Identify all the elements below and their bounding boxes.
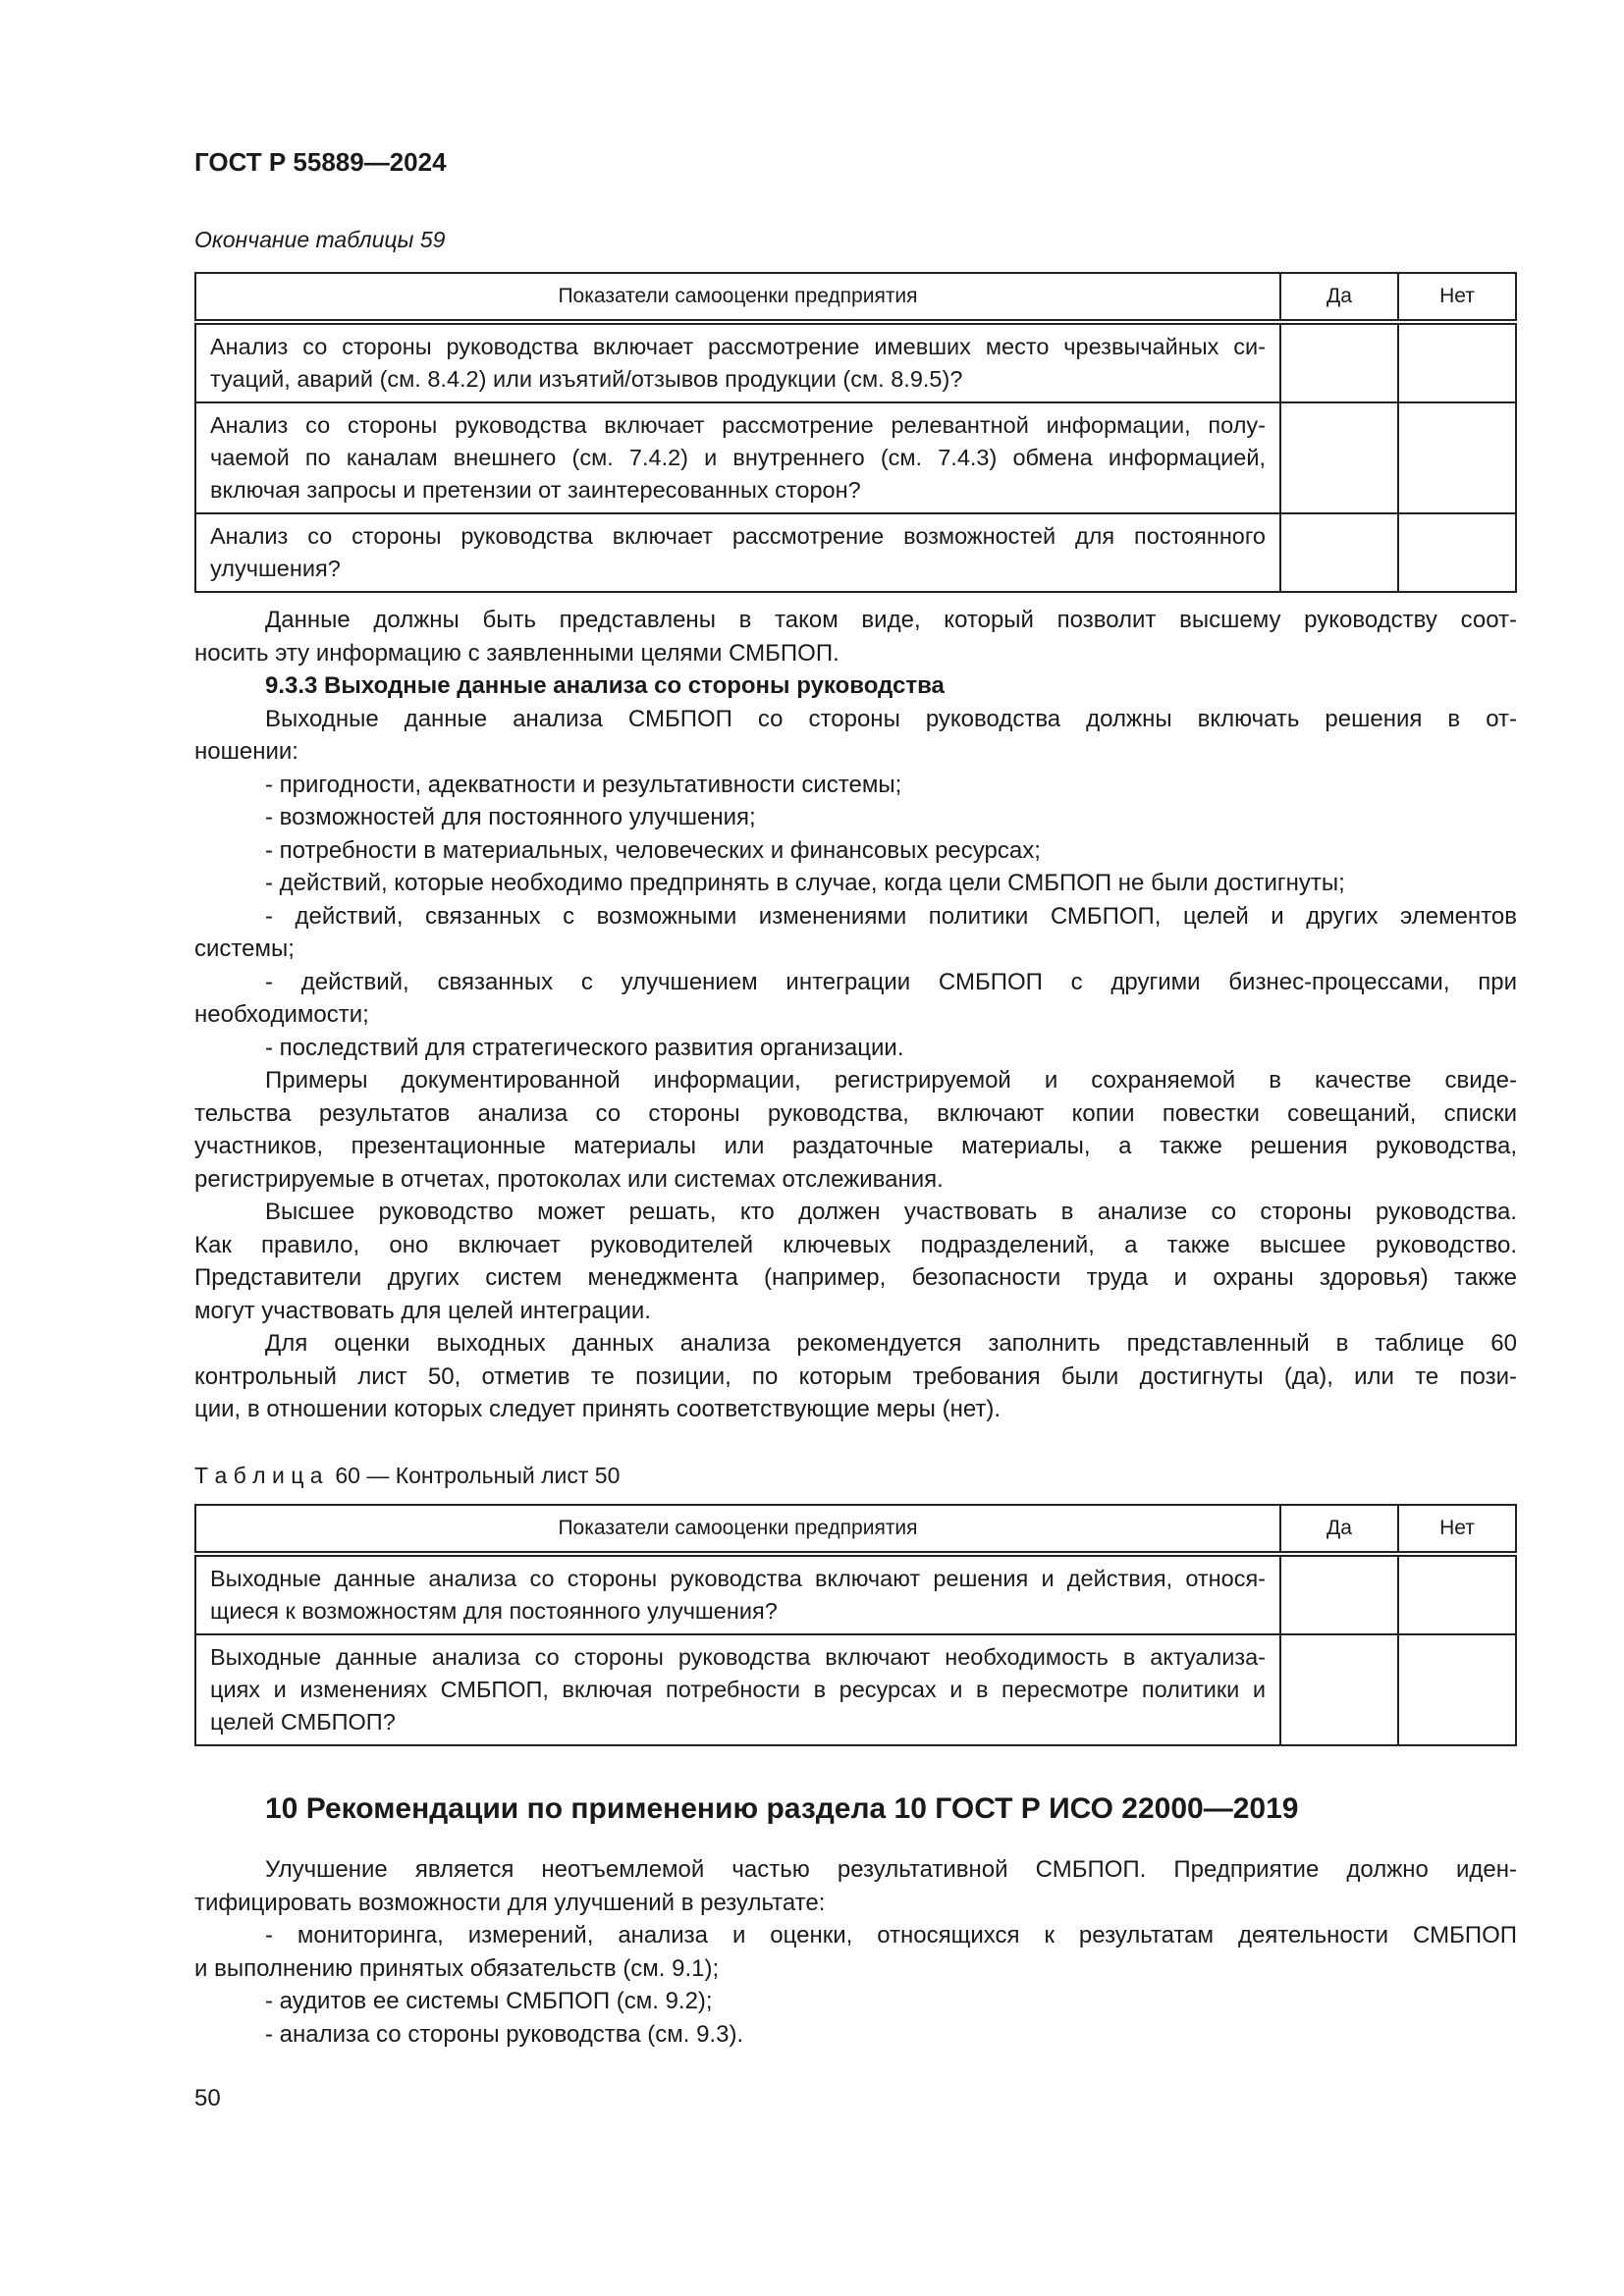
answer-cell-no[interactable] [1398,513,1516,592]
list-item [194,966,1517,1032]
text-line: - пригодности, адекватности и результативности системы; [265,771,902,798]
indicator-cell [195,322,1280,402]
text-line: Как правило, оно включает руководителей ключевых подразделений, а также высшее руководство. [194,1231,1517,1258]
cell-text-line: чаемой по каналам внешнего (см. 7.4.2) и внутреннего (см. 7.4.3) обмена информацией, [210,445,1266,470]
document-code: ГОСТ Р 55889—2024 [194,147,447,177]
table-label: Т а б л и ц а [194,1463,323,1488]
list-item [194,1985,1517,2018]
text-line: - действий, связанных с улучшением интеграции СМБПОП с другими бизнес-процессами, при [265,968,1517,995]
table-60-caption [194,1463,1517,1489]
subsection-heading [194,669,1517,703]
text-line: Примеры документированной информации, регистрируемой и сохраняемой в качестве свиде- [265,1067,1517,1094]
section-10-title: 10 Рекомендации по применению раздела 10 ГОСТ Р ИСО 22000—2019 [265,1792,1299,1825]
text-line: ции, в отношении которых следует принять соответствующие меры (нет). [194,1396,1001,1422]
text-line: Улучшение является неотъемлемой частью результативной СМБПОП. Предприятие должно иден- [265,1856,1517,1883]
list-item [194,801,1517,834]
text-line: Для оценки выходных данных анализа рекомендуется заполнить представленный в таблице 60 [265,1330,1517,1357]
table-row [195,402,1516,513]
cell-text-line: туаций, аварий (см. 8.4.2) или изъятий/отзывов продукции (см. 8.9.5)? [210,366,963,392]
text-line: Выходные данные анализа СМБПОП со стороны руководства должны включать решения в от- [265,705,1517,732]
answer-cell-yes[interactable] [1280,402,1398,513]
column-header-indicator: Показатели самооценки предприятия [195,273,1280,322]
cell-text-line: Выходные данные анализа со стороны руководства включают решения и действия, относя- [210,1566,1266,1591]
text-line: Представители других систем менеджмента (например, безопасности труда и охраны здоровья) также [194,1264,1517,1291]
text-line: контрольный лист 50, отметив те позиции, по которым требования были достигнуты (да), или те пози- [194,1362,1517,1390]
cell-text-line: Анализ со стороны руководства включает рассмотрение имевших место чрезвычайных си- [210,334,1266,359]
text-line: носить эту информацию с заявленными целями СМБПОП. [194,639,839,667]
paragraph [194,703,1517,769]
text-line: - потребности в материальных, человеческих и финансовых ресурсах; [265,836,1041,864]
column-header-yes: Да [1280,1505,1398,1554]
list-item [194,900,1517,966]
text-line: могут участвовать для целей интеграции. [194,1297,651,1324]
body-text-section-10 [194,1853,1517,2051]
text-line: участников, презентационные материалы или раздаточные материалы, а также решения руководства, [194,1133,1517,1159]
cell-text-line: циях и изменениях СМБПОП, включая потребности в ресурсах и в пересмотре политики и [210,1677,1266,1702]
cell-text-line: Анализ со стороны руководства включает рассмотрение возможностей для постоянного [210,523,1266,549]
indicator-cell [195,513,1280,592]
answer-cell-yes[interactable] [1280,322,1398,402]
body-text-9-3 [194,604,1517,1426]
page-number: 50 [194,2085,221,2111]
table-59 [194,272,1517,593]
paragraph [194,1327,1517,1426]
table-row [195,322,1516,402]
answer-cell-no[interactable] [1398,1554,1516,1634]
answer-cell-yes[interactable] [1280,1634,1398,1745]
text-line: - аудитов ее системы СМБПОП (см. 9.2); [265,1988,713,2014]
column-header-yes: Да [1280,273,1398,322]
text-line: Данные должны быть представлены в таком виде, который позволит высшему руководству соот- [265,607,1517,633]
cell-text-line: включая запросы и претензии от заинтересованных сторон? [210,477,861,503]
text-line: необходимости; [194,1001,369,1028]
indicator-cell [195,402,1280,513]
text-line: ношении: [194,738,298,765]
paragraph [194,1196,1517,1327]
answer-cell-yes[interactable] [1280,1554,1398,1634]
table-row [195,1634,1516,1745]
text-line: - последствий для стратегического развития организации. [265,1034,904,1061]
cell-text-line: целей СМБПОП? [210,1709,396,1735]
text-line: - действий, связанных с возможными изменениями политики СМБПОП, целей и других элементов [265,902,1517,930]
checklist-table [194,1504,1517,1746]
text-line: системы; [194,935,295,962]
column-header-no: Нет [1398,273,1516,322]
text-line: 9.3.3 Выходные данные анализа со стороны руководства [265,672,945,699]
indicator-cell [195,1554,1280,1634]
table-59-caption: Окончание таблицы 59 [194,227,446,252]
list-item [194,2018,1517,2052]
paragraph [194,1853,1517,1919]
cell-text-line: щиеся к возможностям для постоянного улучшения? [210,1598,778,1624]
cell-text-line: улучшения? [210,556,341,581]
text-line: и выполнению принятых обязательств (см. 9.1); [194,1954,720,1982]
cell-text-line: Выходные данные анализа со стороны руководства включают необходимость в актуализа- [210,1644,1266,1670]
text-line: - мониторинга, измерений, анализа и оценки, относящихся к результатам деятельности СМБПОП [265,1922,1517,1949]
answer-cell-no[interactable] [1398,1634,1516,1745]
paragraph [194,604,1517,669]
column-header-indicator: Показатели самооценки предприятия [195,1505,1280,1554]
cell-text-line: Анализ со стороны руководства включает рассмотрение релевантной информации, полу- [210,412,1266,438]
paragraph [194,1064,1517,1196]
table-row [195,1554,1516,1634]
answer-cell-no[interactable] [1398,402,1516,513]
text-line: регистрируемые в отчетах, протоколах или системах отслеживания. [194,1165,944,1193]
checklist-table [194,272,1517,593]
answer-cell-no[interactable] [1398,322,1516,402]
column-header-no: Нет [1398,1505,1516,1554]
text-line: - возможностей для постоянного улучшения; [265,804,756,830]
text-line: - действий, которые необходимо предпринять в случае, когда цели СМБПОП не были достигнуты; [265,870,1345,896]
text-line: тельства результатов анализа со стороны руководства, включают копии повестки совещаний, списки [194,1099,1517,1127]
table-title: 60 — Контрольный лист 50 [335,1463,621,1488]
table-row [195,513,1516,592]
indicator-cell [195,1634,1280,1745]
text-line: тифицировать возможности для улучшений в результате: [194,1889,826,1916]
table-60 [194,1504,1517,1746]
list-item [194,867,1517,900]
answer-cell-yes[interactable] [1280,513,1398,592]
list-item [194,1919,1517,1985]
text-line: - анализа со стороны руководства (см. 9.3). [265,2020,744,2048]
list-item [194,834,1517,868]
list-item [194,1032,1517,1065]
list-item [194,769,1517,802]
text-line: Высшее руководство может решать, кто должен участвовать в анализе со стороны руководства. [265,1199,1517,1225]
